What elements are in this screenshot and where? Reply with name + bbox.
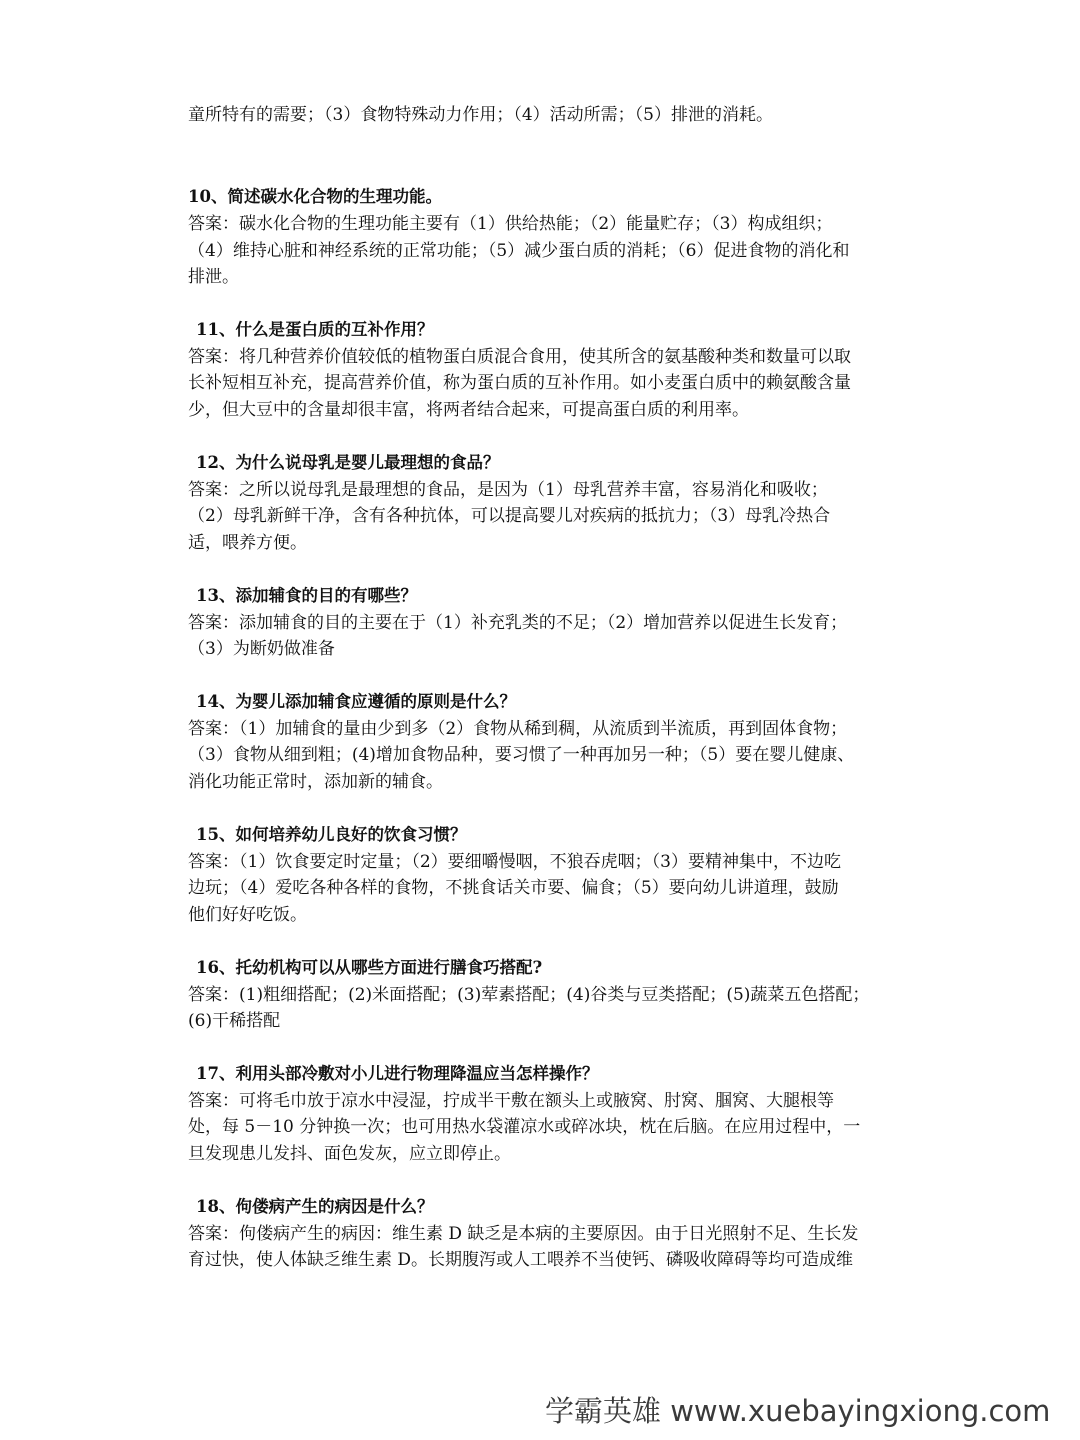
answer-line: 长补短相互补充，提高营养价值，称为蛋白质的互补作用。如小麦蛋白质中的赖氨酸含量 [188, 373, 851, 393]
answer-line: 答案：将几种营养价值较低的植物蛋白质混合食用，使其所含的氨基酸种类和数量可以取 [188, 347, 851, 367]
answer-line: （2）母乳新鲜干净，含有各种抗体，可以提高婴儿对疾病的抵抗力；（3）母乳冷热合 [188, 506, 831, 526]
question-heading: 16、托幼机构可以从哪些方面进行膳食巧搭配? [196, 958, 543, 977]
answer-line: 他们好好吃饭。 [188, 905, 307, 925]
answer-line: 边玩；（4）爱吃各种各样的食物，不挑食话关市要、偏食；（5）要向幼儿讲道理，鼓励 [188, 878, 839, 898]
answer-line: 答案：（1）加辅食的量由少到多（2）食物从稀到稠，从流质到半流质，再到固体食物； [188, 719, 848, 739]
question-heading: 13、添加辅食的目的有哪些？ [196, 586, 417, 605]
answer-line: 育过快，使人体缺乏维生素 D。长期腹泻或人工喂养不当使钙、磷吸收障碍等均可造成维 [188, 1250, 854, 1270]
question-heading: 10、简述碳水化合物的生理功能。 [188, 187, 442, 206]
answer-line: 适，喂养方便。 [188, 533, 307, 553]
question-heading: 14、为婴儿添加辅食应遵循的原则是什么？ [196, 692, 516, 711]
answer-line: （3）为断奶做准备 [188, 639, 335, 659]
answer-line: 答案：碳水化合物的生理功能主要有（1）供给热能；（2）能量贮存；（3）构成组织； [188, 214, 833, 234]
answer-line: （3）食物从细到粗；(4)增加食物品种，要习惯了一种再加另一种；（5）要在婴儿健康、 [188, 745, 855, 765]
question-heading: 12、为什么说母乳是婴儿最理想的食品？ [196, 453, 500, 472]
answer-line: 少，但大豆中的含量却很丰富，将两者结合起来，可提高蛋白质的利用率。 [188, 400, 749, 420]
answer-line: 答案：可将毛巾放于凉水中浸湿，拧成半干敷在额头上或腋窝、肘窝、腘窝、大腿根等 [188, 1091, 834, 1111]
intro-line: 童所特有的需要；（3）食物特殊动力作用；（4）活动所需；（5）排泄的消耗。 [188, 105, 773, 125]
answer-line: 答案：添加辅食的目的主要在于（1）补充乳类的不足；（2）增加营养以促进生长发育； [188, 613, 848, 633]
site-watermark: 学霸英雄 www.xuebayingxiong.com [545, 1394, 1051, 1428]
question-heading: 11、什么是蛋白质的互补作用？ [196, 320, 434, 339]
answer-line: 处，每 5－10 分钟换一次；也可用热水袋灌凉水或碎冰块，枕在后脑。在应用过程中，一 [188, 1117, 861, 1137]
answer-line: 答案：之所以说母乳是最理想的食品，是因为（1）母乳营养丰富，容易消化和吸收； [188, 480, 828, 500]
answer-line: 旦发现患儿发抖、面色发灰，应立即停止。 [188, 1144, 511, 1164]
answer-line: （4）维持心脏和神经系统的正常功能；（5）减少蛋白质的消耗；（6）促进食物的消化和 [188, 241, 850, 261]
answer-line: 答案：（1）饮食要定时定量；（2）要细嚼慢咽，不狼吞虎咽；（3）要精神集中，不边吃 [188, 852, 841, 872]
question-heading: 15、如何培养幼儿良好的饮食习惯？ [196, 825, 467, 844]
answer-line: 排泄。 [188, 267, 239, 287]
answer-line: 答案：(1)粗细搭配；(2)米面搭配；(3)荤素搭配；(4)谷类与豆类搭配；(5)蔬菜五色搭配； [188, 985, 870, 1005]
answer-line: (6)干稀搭配 [188, 1011, 281, 1031]
answer-line: 答案：佝偻病产生的病因：维生素 D 缺乏是本病的主要原因。由于日光照射不足、生长发 [188, 1224, 859, 1244]
question-heading: 17、利用头部冷敷对小儿进行物理降温应当怎样操作？ [196, 1064, 599, 1083]
question-heading: 18、佝偻病产生的病因是什么？ [196, 1197, 434, 1216]
answer-line: 消化功能正常时，添加新的辅食。 [188, 772, 443, 792]
